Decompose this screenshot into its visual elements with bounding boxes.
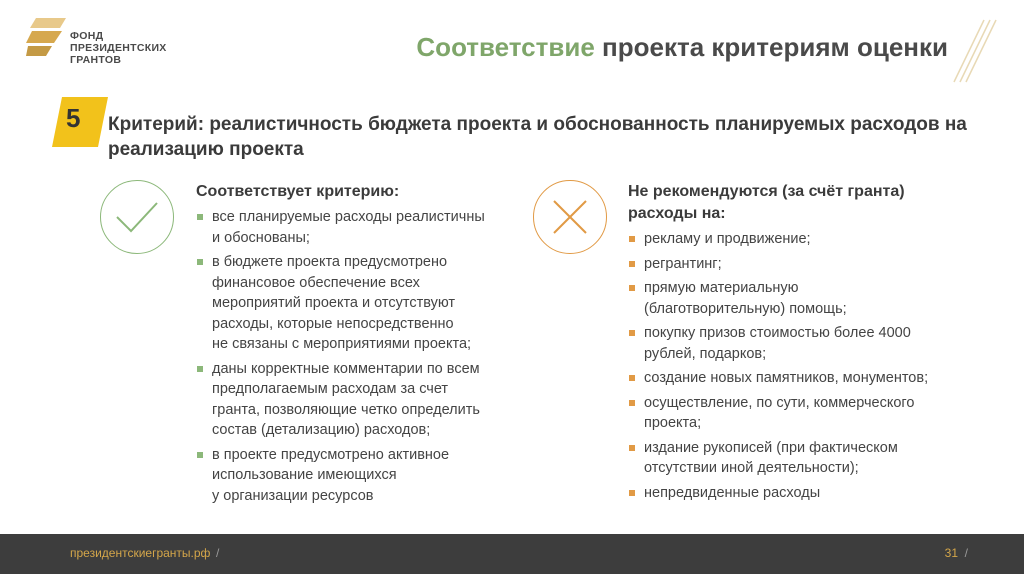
check-icon [101,181,173,253]
matches-heading: Соответствует критерию: [196,183,400,200]
matches-list [196,207,516,506]
list-item: издание рукописей (при фактическом отсутствии иной деятельности); [628,438,988,479]
cross-icon [534,181,606,253]
footer [0,534,1024,574]
not-recommended-heading: Не рекомендуются (за счёт гранта) расходы на: [628,183,905,222]
bullet-icon [629,490,635,496]
bullet-icon [629,236,635,242]
logo-line-3: ГРАНТОВ [70,54,122,66]
list-item: регрантинг; [628,254,988,275]
list-item: даны корректные комментарии по всем предполагаемым расходам за счет гранта, позволяющие четко определить состав (детализацию) расходов; [196,359,516,441]
bullet-icon [197,214,203,220]
list-item: рекламу и продвижение; [628,229,988,250]
footer-url-link[interactable]: президентскиегранты.рф [70,546,211,560]
footer-separator: / [964,546,968,560]
check-circle [100,180,174,254]
list-item: покупку призов стоимостью более 4000 рублей, подарков; [628,323,988,364]
criterion-text: Критерий: реалистичность бюджета проекта и обоснованность планируемых расходов на реализацию проекта [108,114,967,160]
logo-mark-icon [26,18,70,56]
bullet-icon [629,400,635,406]
list-item: все планируемые расходы реалистичны и обоснованы; [196,207,516,248]
logo [26,16,186,72]
bullet-icon [629,285,635,291]
bullet-icon [197,259,203,265]
title-part-2: проекта критериям оценки [602,32,948,62]
not-recommended-list [628,229,988,503]
cross-circle [533,180,607,254]
list-item: прямую материальную (благотворительную) помощь; [628,278,988,319]
logo-line-2: ПРЕЗИДЕНТСКИХ [70,42,167,54]
list-item: создание новых памятников, монументов; [628,368,988,389]
bullet-icon [629,330,635,336]
bullet-icon [197,452,203,458]
bullet-icon [629,261,635,267]
bullet-icon [629,375,635,381]
logo-text [70,30,167,66]
bullet-icon [629,445,635,451]
decorative-lines-icon [950,18,1000,84]
footer-separator: / [216,546,220,560]
list-item: в бюджете проекта предусмотрено финансовое обеспечение всех мероприятий проекта и отсутствуют расходы, которые непосредственно не связаны с мероприятиями проекта; [196,252,516,355]
criterion-number: 5 [66,103,81,133]
list-item: в проекте предусмотрено активное использование имеющихся у организации ресурсов [196,445,516,507]
page-number: 31 [944,546,958,560]
list-item: непредвиденные расходы [628,483,988,504]
list-item: осуществление, по сути, коммерческого проекта; [628,393,988,434]
page-title [416,32,948,63]
matches-criterion-column [196,181,516,510]
bullet-icon [197,366,203,372]
not-recommended-column [628,181,988,507]
title-part-1: Соответствие [416,32,595,62]
logo-line-1: ФОНД [70,30,104,42]
